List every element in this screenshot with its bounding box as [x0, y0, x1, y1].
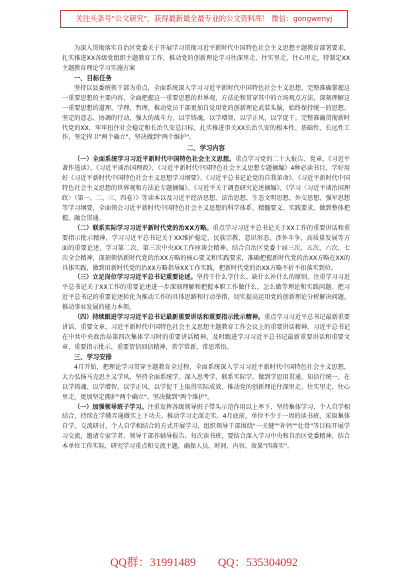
arrangement-item-1: [62, 403, 350, 453]
contact-footer: [0, 554, 408, 570]
content-item-3-title: （三）立足岗位学习习近平总书记重要论述。: [74, 274, 197, 282]
content-item-2: [62, 224, 350, 274]
qq-number-text: QQ：535304092: [217, 557, 298, 569]
content-item-4-text: 重点学习习近平总书记最新重要讲话、重要文章、习近平新时代中国特色社会主义思想主题教育工作会议上的重要讲话精神、习近平总书记在中共中央政治局第四次集体学习时的重要讲话精神，及时跟进学习习近平总书记最新重要讲话和重要文章、重要指示批示、重要贺信回信精神，常学常新、常思常悟。: [62, 314, 351, 351]
content-item-3-text: 坚持干什么学什么、缺什么补什么的原则，注重学习习近平总书记关于XX工作的重要论述进一步深刻理解和把握本职工作做什么、怎么做等理论和实践问题。把习近平总书记的重要论述转化为推动工作的具体思路和行动举措，切实提高运用党的创新理论分析解决问题、推动事业发展的能力本领。: [62, 274, 351, 312]
content-item-2-title: （二）联系实际学习习近平新时代党的治XX方略。: [74, 224, 213, 232]
content-item-3: [62, 273, 350, 313]
content-item-1: [62, 155, 350, 224]
content-item-2-text: 重点学习习近平总书记关于XX工作的重要讲话和重要指示批示精神，学习习近平总书记关于XX维护稳定、民族宗教、意识形态、涉外斗争、高质量发展等方面的重要论述，学习第二次、第三次中央XX工作座谈会精神，结合自治区党委十届三次、五次、六次、七次全会精神，深刻领悟新时代党的治XX方略的核心要义和实践要求，准确把握新时代党的治XX方略在XX的具体实践，做到用新时代党的治XX方略指导XX工作实践，把新时代党的治XX方略不折不扣落实到位。: [62, 224, 350, 272]
document-body: [62, 44, 350, 452]
promo-banner: 关注头条号"公文研究"，获得最新最全最专业的公文资料库！ 微信：gongwenyj: [60, 10, 348, 28]
heading-arrangement: 三、学习安排: [74, 353, 112, 361]
heading-goals: 一、目标任务: [74, 74, 112, 82]
arrangement-item-1-text: 注重发挥各级领导班子带头示范作用以上率下，坚持集体学习、个人自学相结合，持续在学懂弄通做实上下功夫。推动学习走深走实。4月底前，单位不少于一周的读书班，采取集体自学、交流研讨、个人自学相结合的方式开展学习，组织领导干部围绕"一关键""补钙""壮骨"等目标开展学习交流，邀请专家学者、领导干部作辅导报告。每次读书班，要结合深入学习中央和自治区党委精神，结合本单位工作实际，研究学习重点和交流主题，确保人员、时间、内容、效果"四落实"。: [62, 403, 351, 451]
heading-content: 二、学习内容: [187, 145, 225, 153]
content-item-4: [62, 313, 350, 353]
content-item-4-title: （四）持续跟进学习习近平总书记最新重要讲话和重要指示批示精神。: [74, 314, 265, 322]
arrangement-item-1-title: （一）加强领导班子学习。: [74, 403, 148, 411]
arrangement-paragraph: 4月开始，把理论学习贯穿主题教育全过程，全面系统深入学习习近平新时代中国特色社会主义思想，大力弘扬马克思主义学风，坚持全面系统学、深入思考学、联系实际学，做到学思用贯通、知信行统一，在以学铸魂、以学增智、以学正风、以学促干上取得实际成效，推动党的创新理论往深里走、往实里走、往心里走，更加坚定拥护"两个确立"、坚决做到"两个维护"。: [62, 363, 350, 401]
content-item-1-text: 重点学习党的二十大报告、党章，《习近平著作选读》、《习近平谈治国理政》、《习近平新时代中国特色社会主义思想专题摘编》4种必读书目，学好用好《习近平新时代中国特色社会主义思想学习纲要》、《习近平总书记论党的自我革命》、《习近平新时代中国特色社会主义思想的世界观和方法论专题摘编》、《习近平关于调查研究论述摘编》、《学习〈习近平谈治国理政〉（第一、二、三、四卷）》等读本以及习近平经济思想、法治思想、生态文明思想、外交思想、强军思想等学习纲要，全面领会习近平新时代中国特色社会主义思想的科学体系、精髓要义、实践要求，做到整体把握、融会贯通。: [62, 155, 351, 222]
intro-paragraph: 为深入贯彻落实自治区党委关于开展学习贯彻习近平新时代中国特色社会主义思想主题教育部署要求，扎实推进XX各级党组织主题教育工作，推动党的创新理论学习往深里走、往实里走、往心里走，特制定XX主题教育理论学习实施方案: [62, 45, 350, 72]
goals-paragraph: 坚持以县委统领干部为重点，全面系统深入学习习近平新时代中国特色社会主义思想，完整准确掌握这一重要思想的主要内容，全面把握这一重要思想的世界观、方法论和贯穿其中的立场观点方法，深刻理解这一重要思想的道理、学理、哲理，推动党员干部更加自觉用党的创新理论武装头脑，始终保持统一的思想、坚定的意志、协调的行动、强大的战斗力，以学铸魂，以学增智，以学正风，以学促干。完整准确贯彻新时代党的XX，牢牢扭住社会稳定和长治久安总目标，扎实推进事关XX长治久安的根本性、基础性、长远性工作，坚定捍卫"两个确立"，坚决做到"两个维护"。: [62, 84, 350, 142]
content-item-1-title: （一）全面系统学习习近平新时代中国特色社会主义思想。: [74, 155, 236, 163]
qq-group-text: QQ群：31991489: [110, 557, 196, 569]
